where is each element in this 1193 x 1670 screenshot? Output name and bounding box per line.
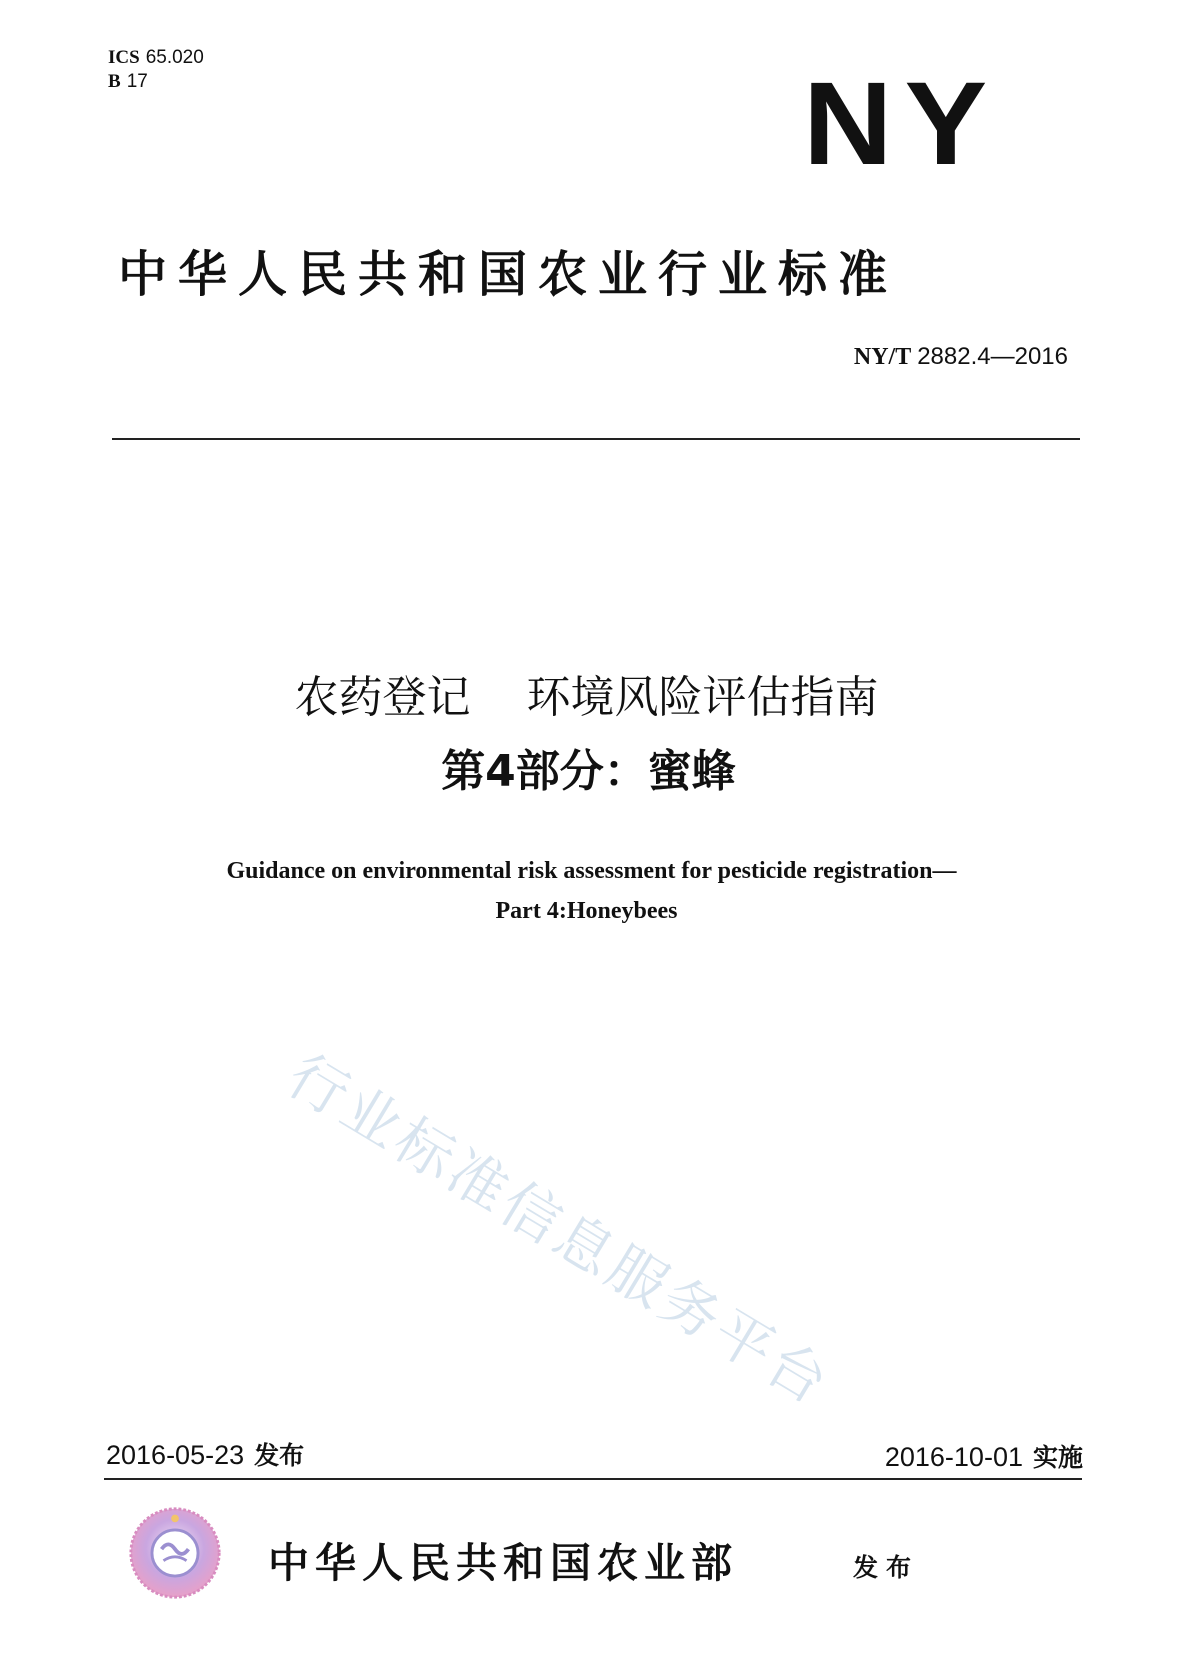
ministry-emblem-icon	[127, 1505, 223, 1601]
bottom-divider	[104, 1478, 1082, 1480]
standard-number-prefix: NY/T	[853, 344, 912, 370]
watermark: 行业标准信息服务平台	[276, 1041, 843, 1419]
issuing-ministry: 中华人民共和国农业部	[268, 1539, 738, 1587]
issue-word: 发布	[853, 1553, 920, 1582]
english-title-line-2: Part 4:Honeybees	[495, 898, 678, 924]
publish-word: 发布	[254, 1441, 305, 1470]
ccs-label: B	[108, 71, 121, 92]
ny-logo: NY	[803, 58, 1000, 190]
ics-line	[108, 46, 204, 70]
chinese-title-line-2: 第4部分：蜜蜂	[441, 746, 736, 797]
ics-code: 65.020	[145, 47, 204, 68]
publish-date: 2016-05-23	[106, 1440, 245, 1470]
top-divider	[112, 438, 1080, 440]
classification-codes	[108, 46, 204, 94]
ccs-line	[108, 70, 204, 94]
ccs-code: 17	[126, 71, 148, 92]
publish-date-block	[106, 1436, 304, 1472]
effective-date: 2016-10-01	[884, 1442, 1023, 1472]
standard-category-title: 中华人民共和国农业行业标准	[118, 246, 899, 303]
chinese-title-line-1: 农药登记 环境风险评估指南	[294, 672, 879, 723]
english-title-line-1: Guidance on environmental risk assessment for pesticide registration—	[226, 858, 957, 884]
standard-number	[854, 343, 1068, 371]
standard-number-value: 2882.4—2016	[917, 343, 1068, 370]
effective-date-block	[885, 1438, 1083, 1474]
effective-word: 实施	[1032, 1443, 1083, 1472]
ics-label: ICS	[108, 47, 140, 68]
